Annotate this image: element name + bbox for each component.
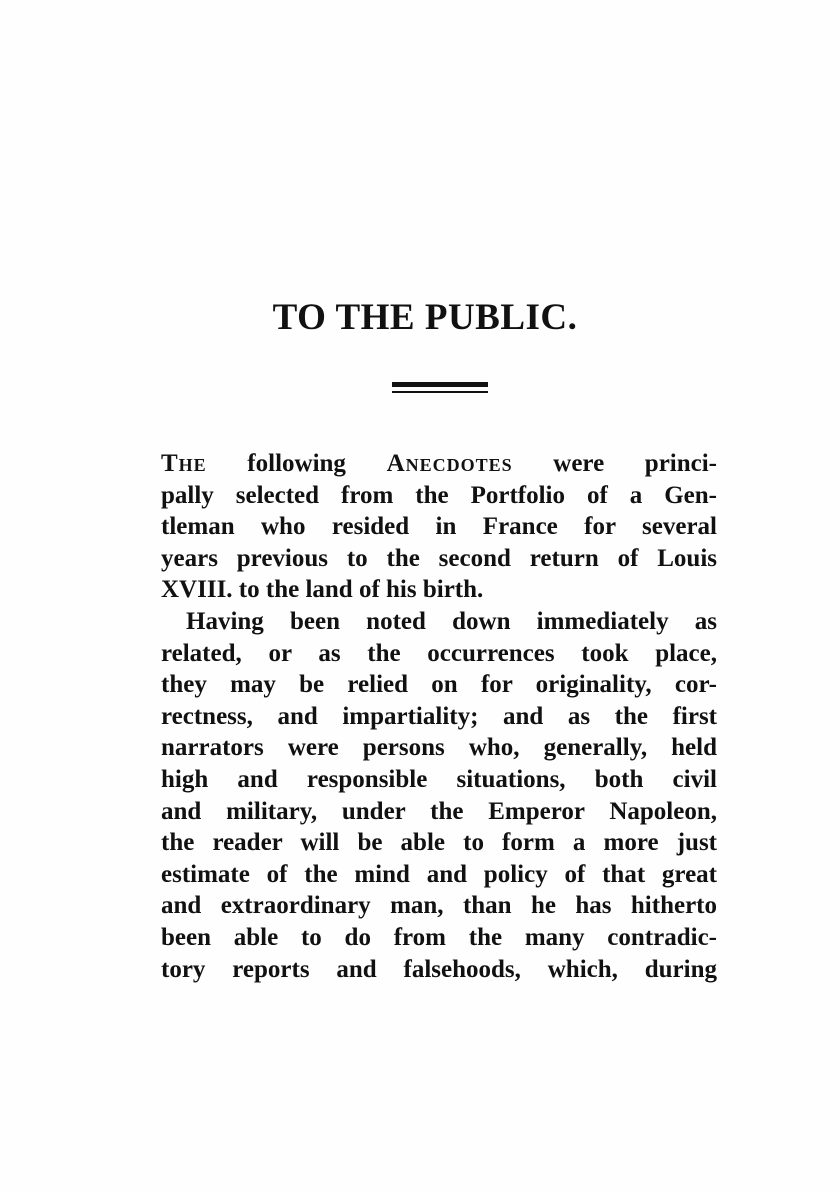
title-rule-thin: [392, 391, 488, 393]
text-line: [161, 796, 717, 828]
text-run: rectness, and impartiality; and as the first: [161, 702, 717, 730]
text-run: following: [206, 450, 387, 477]
text-run: and extraordinary man, than he has hitherto: [161, 892, 717, 920]
text-line: [161, 827, 717, 859]
text-run: estimate of the mind and policy of that great: [161, 860, 717, 888]
text-line: [161, 480, 717, 512]
text-line: [161, 669, 717, 701]
title-rule-thick: [392, 382, 488, 387]
text-run: pally selected from the Portfolio of a Gen-: [161, 481, 717, 509]
page-title: TO THE PUBLIC.: [272, 297, 578, 338]
text-line: [161, 606, 717, 638]
text-run: XVIII. to the land of his birth.: [161, 576, 484, 604]
text-run: tory reports and falsehoods, which, during: [161, 955, 717, 983]
text-line: [161, 701, 717, 733]
text-line: [161, 764, 717, 796]
text-line: [161, 859, 717, 891]
text-run: high and responsible situations, both civil: [161, 765, 717, 793]
text-line: [161, 638, 717, 670]
text-run: been able to do from the many contradic-: [161, 923, 717, 951]
text-line: [161, 574, 717, 606]
text-run: related, or as the occurrences took place,: [161, 639, 717, 667]
text-line: [161, 732, 717, 764]
body-text: [161, 448, 717, 985]
text-line: [161, 922, 717, 954]
text-line: [161, 954, 717, 986]
text-line: [161, 543, 717, 575]
text-run: years previous to the second return of Louis: [161, 544, 717, 572]
small-caps-word: Anecdotes: [386, 450, 513, 477]
paragraph-1: [161, 448, 717, 606]
text-run: were princi-: [512, 450, 718, 477]
text-line: [161, 511, 717, 543]
text-run: Having been noted down immediately as: [186, 607, 717, 635]
text-run: the reader will be able to form a more just: [161, 829, 717, 857]
text-line: [161, 890, 717, 922]
text-run: tleman who resided in France for several: [161, 513, 717, 541]
paragraph-2: [161, 606, 717, 985]
text-run: narrators were persons who, generally, held: [161, 734, 717, 762]
text-run: they may be relied on for originality, cor-: [161, 671, 717, 699]
text-run: and military, under the Emperor Napoleon,: [161, 797, 717, 825]
opening-word: The: [161, 450, 207, 477]
text-line: [161, 448, 717, 480]
